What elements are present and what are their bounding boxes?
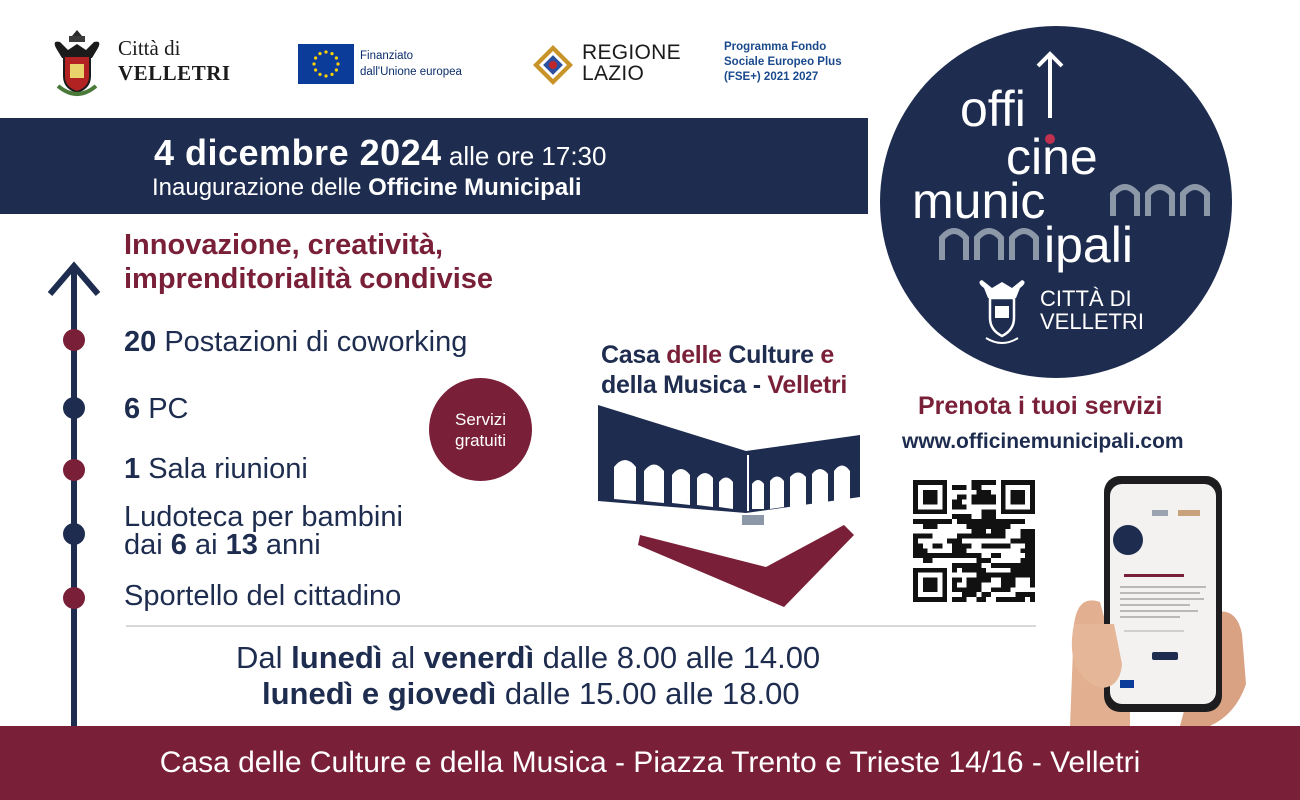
booking-website-link[interactable]: www.officinemunicipali.com [902, 430, 1184, 453]
service-meeting-count: 1 [124, 453, 141, 485]
fse-line1: Programma Fondo [724, 41, 827, 53]
service-coworking-count: 20 [124, 326, 157, 358]
eu-star [318, 52, 321, 55]
free-services-badge [429, 378, 532, 481]
service-pc-count: 6 [124, 393, 141, 425]
service-playroom-line2: dai 6 ai 13 anni [124, 529, 321, 561]
eu-star [330, 73, 333, 76]
hours-weekdays: Dal lunedì al venerdì dalle 8.00 alle 14.00 [236, 640, 821, 675]
logo-city-line2: VELLETRI [1040, 309, 1144, 334]
services-timeline [48, 258, 104, 728]
service-playroom [124, 503, 403, 559]
regione-lazio-icon [532, 44, 574, 86]
qr-code-icon[interactable] [913, 480, 1035, 602]
timeline-dot [63, 459, 85, 481]
city-line1: Città di [118, 36, 181, 60]
region-line2: LAZIO [582, 62, 645, 85]
timeline-dot [63, 523, 85, 545]
service-coworking-text: Postazioni di coworking [156, 326, 468, 358]
casa-culture-building-icon [598, 405, 864, 610]
event-subtitle-prefix: Inaugurazione delle [152, 174, 369, 201]
tagline-line1: Innovazione, creatività, [124, 229, 444, 261]
timeline-dot [63, 587, 85, 609]
eu-line1: Finanziato [360, 50, 414, 62]
eu-funding-label [360, 48, 462, 80]
partner-logos [0, 22, 880, 112]
service-pc [124, 394, 188, 424]
phone-in-hand-icon [1060, 474, 1250, 726]
eu-star [324, 50, 327, 53]
event-date-line [154, 132, 606, 174]
officine-municipali-logo [880, 26, 1232, 378]
logo-line4: ipali [1044, 217, 1133, 273]
service-citizen-text: Sportello del cittadino [124, 580, 402, 612]
service-playroom-line1: Ludoteca per bambini [124, 501, 403, 533]
casa-culture-logo-text [601, 340, 847, 400]
badge-line2: gratuiti [454, 430, 507, 450]
service-meeting-text: Sala riunioni [140, 453, 308, 485]
eu-star [336, 62, 339, 65]
event-time: alle ore 17:30 [441, 141, 607, 171]
eu-star [335, 68, 338, 71]
venue-address: Casa delle Culture e della Musica - Piazza Trento e Trieste 14/16 - Velletri [159, 746, 1141, 779]
eu-star [314, 68, 317, 71]
fse-line3: (FSE+) 2021 2027 [724, 71, 819, 83]
event-date: 4 dicembre 2024 [154, 132, 442, 173]
timeline-dot [63, 397, 85, 419]
eu-flag-icon [298, 44, 354, 84]
casa-line1: Casa delle Culture e [601, 341, 835, 369]
city-line2: VELLETRI [118, 61, 231, 85]
service-pc-text: PC [140, 393, 189, 425]
casa-line2: della Musica - Velletri [601, 371, 847, 399]
city-of-velletri-label [118, 36, 231, 86]
tagline-line2: imprenditorialità condivise [124, 263, 494, 295]
logo-line2: cine [1006, 129, 1098, 185]
eu-star [324, 74, 327, 77]
address-bar [0, 726, 1300, 800]
logo-line3: munic [912, 173, 1046, 229]
logo-city-line1: CITTÀ DI [1040, 286, 1132, 311]
hours-afternoon: lunedì e giovedì dalle 15.00 alle 18.00 [262, 676, 800, 711]
hours-divider [126, 625, 1036, 627]
logo-line1: offi [960, 81, 1026, 137]
fse-line2: Sociale Europeo Plus [724, 56, 842, 68]
regione-lazio-label [582, 42, 681, 84]
eu-line2: dall'Unione europea [360, 66, 462, 78]
eu-star [314, 56, 317, 59]
service-coworking [124, 327, 467, 357]
velletri-crest-icon [52, 28, 102, 100]
badge-line1: Servizi [454, 409, 506, 429]
booking-title: Prenota i tuoi servizi [918, 392, 1163, 420]
eu-star [330, 52, 333, 55]
event-subtitle [152, 174, 582, 202]
eu-star [312, 62, 315, 65]
eu-star [335, 56, 338, 59]
fse-program-label [724, 40, 842, 85]
service-meeting-room [124, 454, 308, 484]
event-date-banner [0, 118, 868, 214]
eu-star [318, 73, 321, 76]
tagline-heading [124, 228, 493, 296]
region-line1: REGIONE [582, 41, 681, 64]
timeline-dot [63, 329, 85, 351]
event-subtitle-bold: Officine Municipali [368, 174, 582, 201]
service-citizen-desk [124, 581, 401, 611]
